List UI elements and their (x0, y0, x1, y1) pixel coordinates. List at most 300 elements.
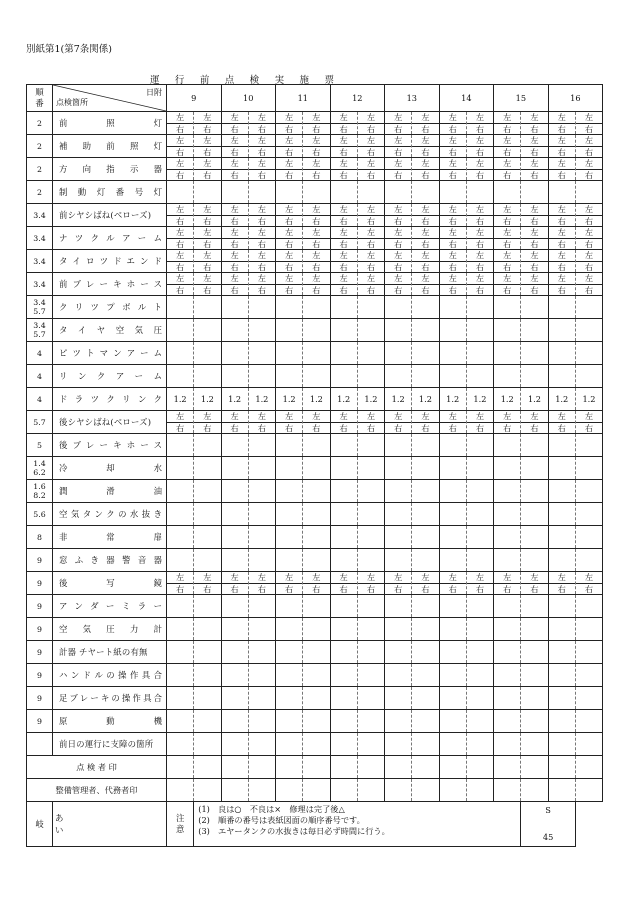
check-cell[interactable] (494, 618, 521, 641)
check-cell[interactable] (330, 342, 357, 365)
check-cell[interactable] (466, 112, 493, 135)
check-cell[interactable] (439, 388, 466, 411)
check-cell[interactable] (521, 227, 548, 250)
check-cell[interactable] (385, 411, 412, 434)
check-cell[interactable] (221, 342, 248, 365)
check-cell[interactable] (357, 595, 384, 618)
inspector-seal-cell[interactable] (412, 756, 439, 779)
check-cell[interactable] (330, 710, 357, 733)
check-cell[interactable] (412, 319, 439, 342)
check-cell[interactable] (303, 250, 330, 273)
check-cell[interactable] (548, 411, 575, 434)
check-cell[interactable] (221, 664, 248, 687)
check-cell[interactable] (330, 227, 357, 250)
check-cell[interactable] (357, 112, 384, 135)
check-cell[interactable] (330, 687, 357, 710)
check-cell[interactable] (248, 480, 275, 503)
check-cell[interactable] (439, 595, 466, 618)
check-cell[interactable] (439, 641, 466, 664)
check-cell[interactable] (167, 595, 194, 618)
check-cell[interactable] (575, 480, 602, 503)
check-cell[interactable] (575, 181, 602, 204)
check-cell[interactable] (548, 365, 575, 388)
check-cell[interactable] (412, 664, 439, 687)
check-cell[interactable] (412, 457, 439, 480)
check-cell[interactable] (575, 664, 602, 687)
check-cell[interactable] (357, 687, 384, 710)
check-cell[interactable] (221, 641, 248, 664)
check-cell[interactable] (521, 181, 548, 204)
check-cell[interactable] (385, 204, 412, 227)
check-cell[interactable] (167, 135, 194, 158)
check-cell[interactable] (248, 687, 275, 710)
check-cell[interactable] (221, 388, 248, 411)
check-cell[interactable] (303, 135, 330, 158)
check-cell[interactable] (194, 595, 221, 618)
check-cell[interactable] (194, 687, 221, 710)
check-cell[interactable] (439, 135, 466, 158)
check-cell[interactable] (439, 687, 466, 710)
check-cell[interactable] (167, 273, 194, 296)
check-cell[interactable] (521, 526, 548, 549)
check-cell[interactable] (276, 595, 303, 618)
check-cell[interactable] (412, 480, 439, 503)
manager-seal-cell[interactable] (221, 779, 248, 802)
check-cell[interactable] (330, 411, 357, 434)
check-cell[interactable] (221, 526, 248, 549)
check-cell[interactable] (385, 710, 412, 733)
check-cell[interactable] (194, 273, 221, 296)
check-cell[interactable] (357, 227, 384, 250)
check-cell[interactable] (248, 710, 275, 733)
manager-seal-cell[interactable] (303, 779, 330, 802)
check-cell[interactable] (221, 618, 248, 641)
check-cell[interactable] (248, 733, 275, 756)
check-cell[interactable] (194, 572, 221, 595)
check-cell[interactable] (575, 687, 602, 710)
check-cell[interactable] (330, 112, 357, 135)
check-cell[interactable] (357, 457, 384, 480)
check-cell[interactable] (194, 365, 221, 388)
check-cell[interactable] (303, 687, 330, 710)
check-cell[interactable] (194, 388, 221, 411)
check-cell[interactable] (466, 618, 493, 641)
check-cell[interactable] (221, 572, 248, 595)
check-cell[interactable] (248, 434, 275, 457)
check-cell[interactable] (330, 365, 357, 388)
check-cell[interactable] (357, 342, 384, 365)
check-cell[interactable] (303, 227, 330, 250)
check-cell[interactable] (575, 342, 602, 365)
check-cell[interactable] (385, 549, 412, 572)
check-cell[interactable] (412, 135, 439, 158)
check-cell[interactable] (548, 549, 575, 572)
check-cell[interactable] (548, 480, 575, 503)
check-cell[interactable] (548, 687, 575, 710)
check-cell[interactable] (466, 526, 493, 549)
check-cell[interactable] (466, 503, 493, 526)
check-cell[interactable] (357, 319, 384, 342)
check-cell[interactable] (357, 480, 384, 503)
check-cell[interactable] (276, 181, 303, 204)
check-cell[interactable] (439, 365, 466, 388)
check-cell[interactable] (167, 319, 194, 342)
manager-seal-cell[interactable] (167, 779, 194, 802)
check-cell[interactable] (167, 342, 194, 365)
check-cell[interactable] (521, 319, 548, 342)
check-cell[interactable] (494, 526, 521, 549)
check-cell[interactable] (167, 365, 194, 388)
check-cell[interactable] (412, 411, 439, 434)
check-cell[interactable] (248, 227, 275, 250)
check-cell[interactable] (357, 296, 384, 319)
check-cell[interactable] (466, 342, 493, 365)
check-cell[interactable] (248, 342, 275, 365)
check-cell[interactable] (248, 319, 275, 342)
check-cell[interactable] (548, 250, 575, 273)
check-cell[interactable] (521, 135, 548, 158)
check-cell[interactable] (248, 112, 275, 135)
check-cell[interactable] (248, 411, 275, 434)
check-cell[interactable] (412, 181, 439, 204)
check-cell[interactable] (303, 365, 330, 388)
check-cell[interactable] (276, 733, 303, 756)
check-cell[interactable] (330, 572, 357, 595)
check-cell[interactable] (466, 158, 493, 181)
check-cell[interactable] (303, 273, 330, 296)
manager-seal-cell[interactable] (357, 779, 384, 802)
check-cell[interactable] (439, 526, 466, 549)
check-cell[interactable] (357, 365, 384, 388)
check-cell[interactable] (167, 411, 194, 434)
check-cell[interactable] (521, 388, 548, 411)
check-cell[interactable] (303, 457, 330, 480)
check-cell[interactable] (494, 434, 521, 457)
check-cell[interactable] (194, 112, 221, 135)
check-cell[interactable] (276, 641, 303, 664)
check-cell[interactable] (521, 641, 548, 664)
check-cell[interactable] (357, 664, 384, 687)
check-cell[interactable] (221, 457, 248, 480)
check-cell[interactable] (412, 526, 439, 549)
check-cell[interactable] (439, 503, 466, 526)
check-cell[interactable] (521, 733, 548, 756)
check-cell[interactable] (276, 273, 303, 296)
check-cell[interactable] (466, 365, 493, 388)
check-cell[interactable] (167, 572, 194, 595)
check-cell[interactable] (439, 158, 466, 181)
check-cell[interactable] (466, 434, 493, 457)
check-cell[interactable] (357, 710, 384, 733)
check-cell[interactable] (575, 710, 602, 733)
check-cell[interactable] (521, 365, 548, 388)
check-cell[interactable] (412, 250, 439, 273)
check-cell[interactable] (167, 480, 194, 503)
inspector-seal-cell[interactable] (494, 756, 521, 779)
check-cell[interactable] (385, 434, 412, 457)
check-cell[interactable] (385, 135, 412, 158)
check-cell[interactable] (548, 526, 575, 549)
check-cell[interactable] (167, 296, 194, 319)
inspector-seal-cell[interactable] (466, 756, 493, 779)
check-cell[interactable] (385, 457, 412, 480)
check-cell[interactable] (548, 227, 575, 250)
check-cell[interactable] (221, 710, 248, 733)
check-cell[interactable] (248, 388, 275, 411)
check-cell[interactable] (276, 457, 303, 480)
check-cell[interactable] (521, 710, 548, 733)
check-cell[interactable] (439, 480, 466, 503)
check-cell[interactable] (439, 733, 466, 756)
manager-seal-cell[interactable] (194, 779, 221, 802)
check-cell[interactable] (303, 549, 330, 572)
check-cell[interactable] (412, 273, 439, 296)
check-cell[interactable] (575, 526, 602, 549)
check-cell[interactable] (494, 365, 521, 388)
check-cell[interactable] (330, 733, 357, 756)
check-cell[interactable] (330, 273, 357, 296)
check-cell[interactable] (357, 158, 384, 181)
check-cell[interactable] (575, 595, 602, 618)
check-cell[interactable] (276, 664, 303, 687)
check-cell[interactable] (303, 342, 330, 365)
check-cell[interactable] (385, 687, 412, 710)
check-cell[interactable] (412, 296, 439, 319)
check-cell[interactable] (521, 618, 548, 641)
check-cell[interactable] (548, 204, 575, 227)
check-cell[interactable] (521, 273, 548, 296)
check-cell[interactable] (439, 250, 466, 273)
check-cell[interactable] (466, 572, 493, 595)
check-cell[interactable] (548, 595, 575, 618)
check-cell[interactable] (303, 434, 330, 457)
check-cell[interactable] (466, 319, 493, 342)
check-cell[interactable] (521, 572, 548, 595)
manager-seal-cell[interactable] (466, 779, 493, 802)
check-cell[interactable] (276, 319, 303, 342)
check-cell[interactable] (194, 411, 221, 434)
check-cell[interactable] (412, 365, 439, 388)
check-cell[interactable] (221, 411, 248, 434)
check-cell[interactable] (330, 158, 357, 181)
check-cell[interactable] (194, 204, 221, 227)
check-cell[interactable] (167, 388, 194, 411)
check-cell[interactable] (221, 181, 248, 204)
check-cell[interactable] (385, 365, 412, 388)
check-cell[interactable] (494, 112, 521, 135)
check-cell[interactable] (194, 158, 221, 181)
check-cell[interactable] (412, 434, 439, 457)
check-cell[interactable] (466, 480, 493, 503)
check-cell[interactable] (494, 296, 521, 319)
check-cell[interactable] (466, 296, 493, 319)
inspector-seal-cell[interactable] (303, 756, 330, 779)
check-cell[interactable] (276, 549, 303, 572)
check-cell[interactable] (385, 664, 412, 687)
check-cell[interactable] (548, 273, 575, 296)
check-cell[interactable] (303, 480, 330, 503)
check-cell[interactable] (466, 664, 493, 687)
check-cell[interactable] (494, 480, 521, 503)
inspector-seal-cell[interactable] (521, 756, 548, 779)
check-cell[interactable] (221, 365, 248, 388)
check-cell[interactable] (194, 434, 221, 457)
check-cell[interactable] (548, 158, 575, 181)
inspector-seal-cell[interactable] (548, 756, 575, 779)
check-cell[interactable] (521, 158, 548, 181)
check-cell[interactable] (221, 112, 248, 135)
check-cell[interactable] (357, 204, 384, 227)
inspector-seal-cell[interactable] (276, 756, 303, 779)
manager-seal-cell[interactable] (385, 779, 412, 802)
check-cell[interactable] (303, 526, 330, 549)
inspector-seal-cell[interactable] (439, 756, 466, 779)
check-cell[interactable] (357, 503, 384, 526)
check-cell[interactable] (194, 457, 221, 480)
check-cell[interactable] (221, 480, 248, 503)
check-cell[interactable] (412, 158, 439, 181)
check-cell[interactable] (494, 411, 521, 434)
check-cell[interactable] (494, 388, 521, 411)
check-cell[interactable] (221, 296, 248, 319)
inspector-seal-cell[interactable] (575, 756, 602, 779)
check-cell[interactable] (276, 112, 303, 135)
check-cell[interactable] (439, 664, 466, 687)
check-cell[interactable] (221, 273, 248, 296)
check-cell[interactable] (330, 204, 357, 227)
check-cell[interactable] (385, 250, 412, 273)
check-cell[interactable] (167, 250, 194, 273)
check-cell[interactable] (248, 204, 275, 227)
check-cell[interactable] (303, 733, 330, 756)
check-cell[interactable] (303, 503, 330, 526)
check-cell[interactable] (494, 204, 521, 227)
check-cell[interactable] (385, 181, 412, 204)
check-cell[interactable] (494, 572, 521, 595)
check-cell[interactable] (248, 549, 275, 572)
check-cell[interactable] (494, 135, 521, 158)
check-cell[interactable] (276, 503, 303, 526)
check-cell[interactable] (439, 319, 466, 342)
check-cell[interactable] (521, 411, 548, 434)
check-cell[interactable] (167, 641, 194, 664)
check-cell[interactable] (439, 181, 466, 204)
check-cell[interactable] (167, 733, 194, 756)
check-cell[interactable] (575, 227, 602, 250)
check-cell[interactable] (494, 641, 521, 664)
check-cell[interactable] (494, 664, 521, 687)
check-cell[interactable] (521, 112, 548, 135)
check-cell[interactable] (330, 388, 357, 411)
check-cell[interactable] (167, 618, 194, 641)
check-cell[interactable] (167, 158, 194, 181)
check-cell[interactable] (221, 204, 248, 227)
check-cell[interactable] (494, 273, 521, 296)
check-cell[interactable] (548, 733, 575, 756)
check-cell[interactable] (575, 158, 602, 181)
check-cell[interactable] (276, 204, 303, 227)
check-cell[interactable] (548, 181, 575, 204)
check-cell[interactable] (466, 595, 493, 618)
check-cell[interactable] (248, 641, 275, 664)
check-cell[interactable] (575, 112, 602, 135)
manager-seal-cell[interactable] (548, 779, 575, 802)
check-cell[interactable] (221, 503, 248, 526)
check-cell[interactable] (330, 549, 357, 572)
check-cell[interactable] (575, 365, 602, 388)
check-cell[interactable] (276, 710, 303, 733)
check-cell[interactable] (330, 480, 357, 503)
check-cell[interactable] (575, 457, 602, 480)
check-cell[interactable] (466, 273, 493, 296)
check-cell[interactable] (385, 618, 412, 641)
check-cell[interactable] (167, 204, 194, 227)
manager-seal-cell[interactable] (521, 779, 548, 802)
check-cell[interactable] (167, 710, 194, 733)
check-cell[interactable] (248, 526, 275, 549)
check-cell[interactable] (330, 641, 357, 664)
check-cell[interactable] (575, 434, 602, 457)
check-cell[interactable] (575, 503, 602, 526)
check-cell[interactable] (439, 296, 466, 319)
check-cell[interactable] (548, 641, 575, 664)
check-cell[interactable] (548, 296, 575, 319)
check-cell[interactable] (330, 319, 357, 342)
check-cell[interactable] (466, 135, 493, 158)
check-cell[interactable] (303, 411, 330, 434)
check-cell[interactable] (167, 549, 194, 572)
check-cell[interactable] (521, 595, 548, 618)
check-cell[interactable] (575, 319, 602, 342)
manager-seal-cell[interactable] (276, 779, 303, 802)
check-cell[interactable] (276, 388, 303, 411)
check-cell[interactable] (412, 112, 439, 135)
check-cell[interactable] (276, 480, 303, 503)
check-cell[interactable] (194, 480, 221, 503)
check-cell[interactable] (548, 572, 575, 595)
check-cell[interactable] (248, 618, 275, 641)
check-cell[interactable] (466, 641, 493, 664)
check-cell[interactable] (357, 434, 384, 457)
check-cell[interactable] (385, 296, 412, 319)
check-cell[interactable] (167, 457, 194, 480)
manager-seal-cell[interactable] (248, 779, 275, 802)
check-cell[interactable] (575, 135, 602, 158)
check-cell[interactable] (439, 618, 466, 641)
check-cell[interactable] (548, 457, 575, 480)
check-cell[interactable] (357, 549, 384, 572)
check-cell[interactable] (439, 227, 466, 250)
check-cell[interactable] (494, 250, 521, 273)
check-cell[interactable] (194, 296, 221, 319)
check-cell[interactable] (521, 664, 548, 687)
check-cell[interactable] (494, 503, 521, 526)
check-cell[interactable] (412, 687, 439, 710)
check-cell[interactable] (221, 227, 248, 250)
check-cell[interactable] (494, 181, 521, 204)
check-cell[interactable] (412, 388, 439, 411)
check-cell[interactable] (385, 319, 412, 342)
check-cell[interactable] (439, 457, 466, 480)
check-cell[interactable] (412, 595, 439, 618)
check-cell[interactable] (221, 158, 248, 181)
check-cell[interactable] (412, 342, 439, 365)
check-cell[interactable] (303, 296, 330, 319)
check-cell[interactable] (494, 687, 521, 710)
check-cell[interactable] (548, 135, 575, 158)
check-cell[interactable] (330, 664, 357, 687)
check-cell[interactable] (276, 250, 303, 273)
